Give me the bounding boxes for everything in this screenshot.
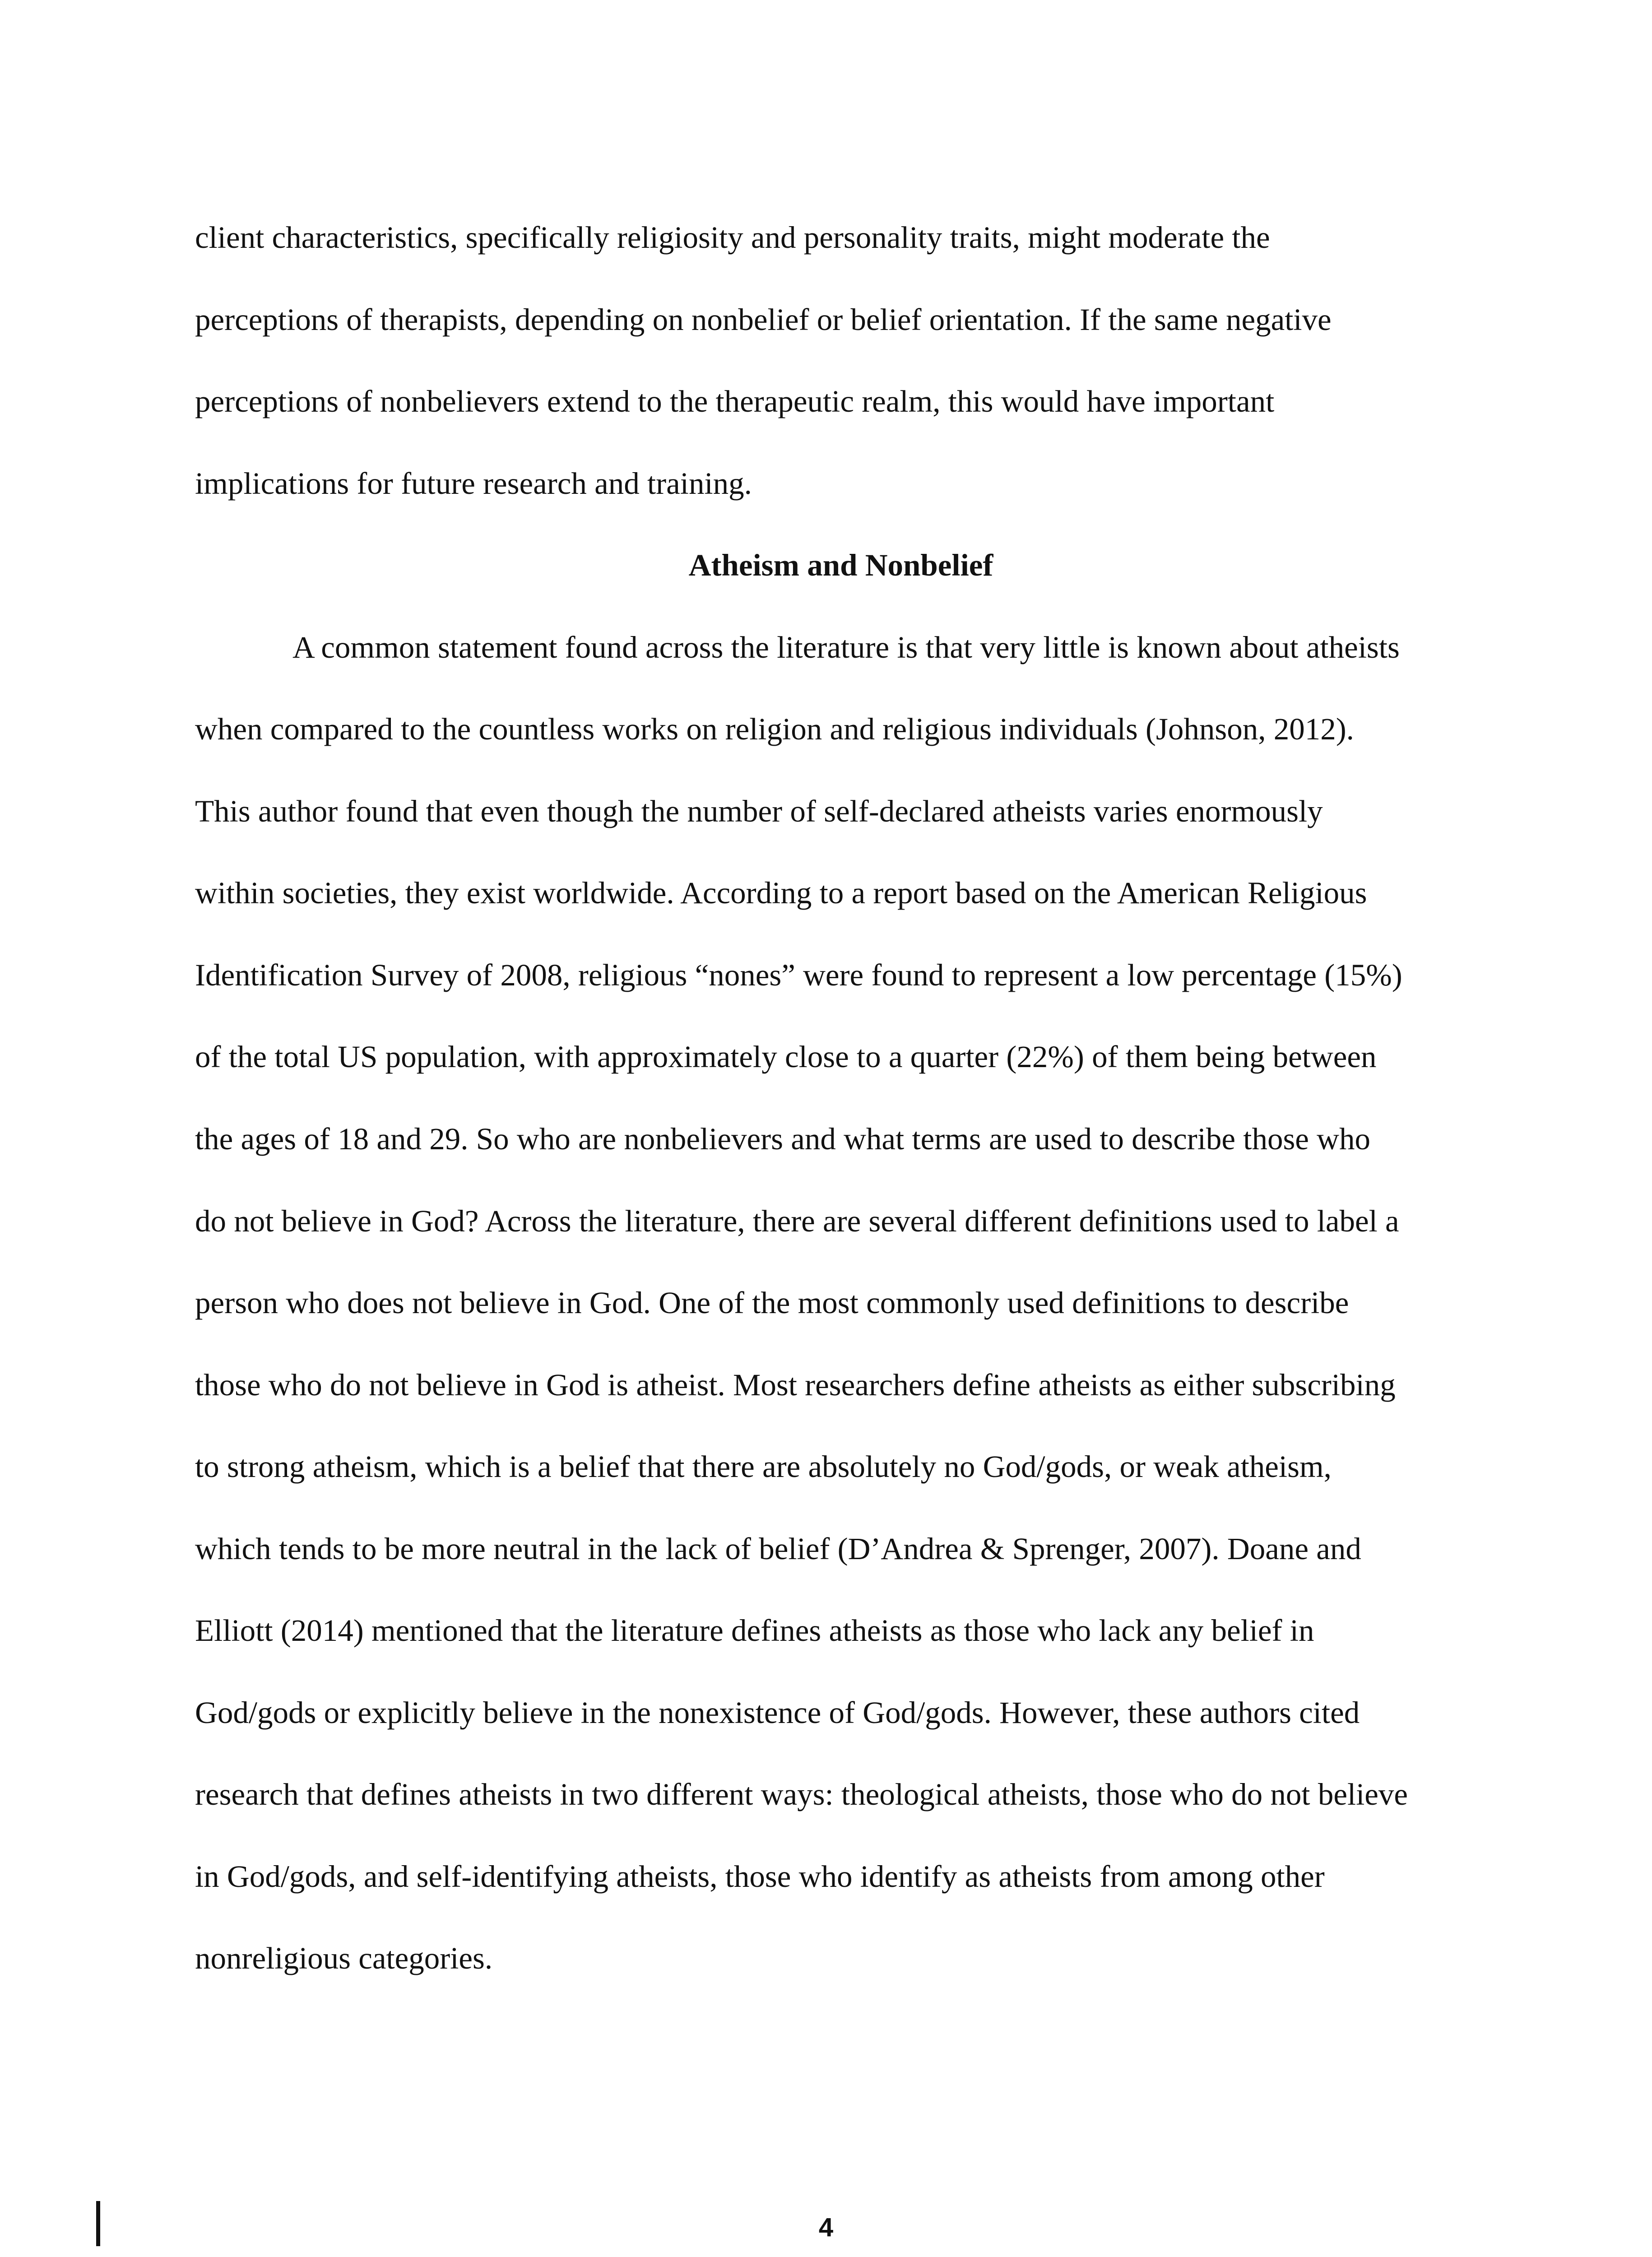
body-line-9: person who does not believe in God. One of the most commonly used definitions to describe	[195, 1286, 1349, 1320]
intro-line-4: implications for future research and training.	[195, 466, 752, 501]
page-number: 4	[818, 2213, 834, 2242]
body-line-3: This author found that even though the number of self-declared atheists varies enormously	[195, 794, 1323, 828]
body-line-17: nonreligious categories.	[195, 1941, 493, 1975]
body-line-11: to strong atheism, which is a belief that there are absolutely no God/gods, or weak atheism,	[195, 1449, 1332, 1484]
intro-line-3: perceptions of nonbelievers extend to the therapeutic realm, this would have important	[195, 384, 1275, 418]
body-line-7: the ages of 18 and 29. So who are nonbelievers and what terms are used to describe those who	[195, 1122, 1371, 1156]
body-line-1: A common statement found across the literature is that very little is known about atheists	[292, 630, 1400, 664]
body-line-6: of the total US population, with approximately close to a quarter (22%) of them being between	[195, 1040, 1377, 1074]
body-line-10: those who do not believe in God is atheist. Most researchers define atheists as either subscribing	[195, 1368, 1396, 1402]
body-line-5: Identification Survey of 2008, religious “nones” were found to represent a low percentage (15%)	[195, 958, 1402, 992]
body-line-12: which tends to be more neutral in the lack of belief (D’Andrea & Sprenger, 2007). Doane and	[195, 1532, 1361, 1566]
section-heading: Atheism and Nonbelief	[688, 548, 993, 582]
body-line-13: Elliott (2014) mentioned that the literature defines atheists as those who lack any belief in	[195, 1613, 1314, 1648]
body-line-15: research that defines atheists in two different ways: theological atheists, those who do not believe	[195, 1777, 1408, 1811]
body-line-14: God/gods or explicitly believe in the nonexistence of God/gods. However, these authors cited	[195, 1695, 1360, 1730]
body-line-8: do not believe in God? Across the literature, there are several different definitions used to label a	[195, 1204, 1399, 1238]
body-line-2: when compared to the countless works on religion and religious individuals (Johnson, 2012).	[195, 712, 1354, 746]
body-line-4: within societies, they exist worldwide. According to a report based on the American Religious	[195, 876, 1367, 910]
intro-line-2: perceptions of therapists, depending on nonbelief or belief orientation. If the same negative	[195, 302, 1332, 337]
intro-line-1: client characteristics, specifically religiosity and personality traits, might moderate the	[195, 220, 1270, 255]
body-line-16: in God/gods, and self-identifying atheists, those who identify as atheists from among other	[195, 1859, 1325, 1894]
